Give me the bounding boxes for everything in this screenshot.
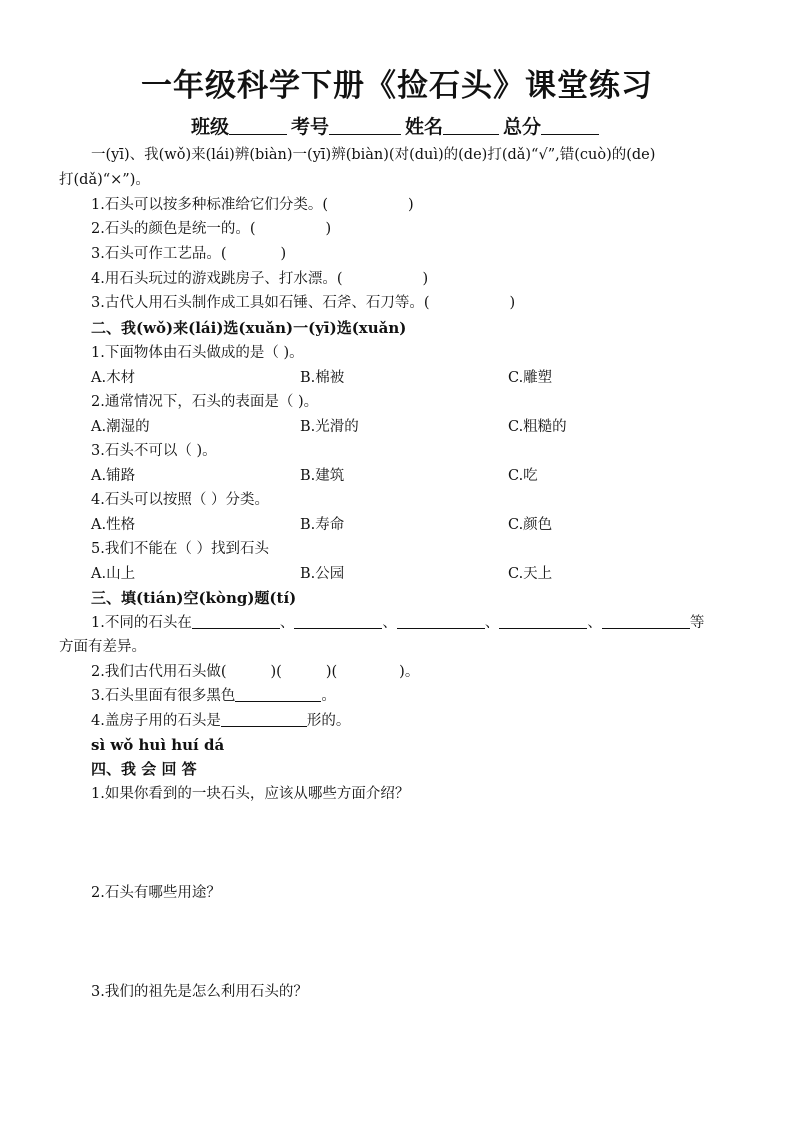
fill-blank-question-1-line2: 方面有差异。 — [59, 639, 146, 655]
section4-heading: 四、我 会 回 答 — [91, 760, 197, 778]
choice-question: 4.石头可以按照（ ）分类。 — [91, 492, 269, 508]
fill-blank-question-1: 1.不同的石头在 、 、 、 、 等 — [91, 615, 705, 631]
section3-heading: 三、填(tián)空(kòng)题(tí) — [91, 589, 297, 607]
true-false-item: 4.用石头玩过的游戏跳房子、打水漂。( ) — [91, 271, 429, 287]
score-field[interactable] — [541, 116, 599, 135]
option-a[interactable]: A.木材 — [91, 370, 136, 386]
section2-heading: 二、我(wǒ)来(lái)选(xuǎn)一(yī)选(xuǎn) — [91, 319, 407, 337]
blank-line[interactable] — [499, 614, 587, 629]
option-b[interactable]: B.光滑的 — [300, 419, 359, 435]
option-a[interactable]: A.铺路 — [91, 468, 136, 484]
choice-question: 3.石头不可以（ )。 — [91, 443, 217, 459]
blank-line[interactable] — [221, 712, 307, 727]
exam-no-label: 考号 — [290, 116, 329, 138]
option-a[interactable]: A.潮湿的 — [91, 419, 150, 435]
option-b[interactable]: B.建筑 — [300, 468, 345, 484]
choice-question: 2.通常情况下，石头的表面是（ )。 — [91, 394, 319, 410]
option-c[interactable]: C.雕塑 — [508, 370, 553, 386]
true-false-item: 2.石头的颜色是统一的。( ) — [91, 221, 332, 237]
blank-line[interactable] — [602, 614, 690, 629]
fill-blank-question-2: 2.我们古代用石头做( )( )( )。 — [91, 664, 420, 680]
option-b[interactable]: B.寿命 — [300, 517, 345, 533]
fill-blank-question-4: 4.盖房子用的石头是 形的。 — [91, 713, 351, 729]
true-false-item: 1.石头可以按多种标准给它们分类。( ) — [91, 197, 414, 213]
option-c[interactable]: C.粗糙的 — [508, 419, 567, 435]
section1-heading-line2: 打(dǎ)“×”)。 — [59, 172, 150, 188]
student-info-row — [0, 112, 794, 139]
option-b[interactable]: B.公园 — [300, 566, 345, 582]
class-field[interactable] — [229, 116, 287, 135]
true-false-item: 3.石头可作工艺品。( ) — [91, 246, 287, 262]
fill-blank-question-3: 3.石头里面有很多黑色 。 — [91, 688, 336, 704]
option-c[interactable]: C.吃 — [508, 468, 538, 484]
option-b[interactable]: B.棉被 — [300, 370, 345, 386]
name-label: 姓名 — [405, 116, 444, 138]
option-a[interactable]: A.山上 — [91, 566, 136, 582]
option-c[interactable]: C.颜色 — [508, 517, 553, 533]
section1-heading-line1: 一(yī)、我(wǒ)来(lái)辨(biàn)一(yī)辨(biàn)(对(duì)的(de)打(dǎ)“√”,错(cuò)的(de) — [91, 147, 656, 163]
section4-pinyin: sì wǒ huì huí dá — [91, 736, 225, 754]
exam-no-field[interactable] — [329, 116, 401, 135]
short-answer-question-2: 2.石头有哪些用途？ — [91, 885, 221, 901]
blank-line[interactable] — [294, 614, 382, 629]
blank-line[interactable] — [397, 614, 485, 629]
short-answer-question-3: 3.我们的祖先是怎么利用石头的？ — [91, 984, 308, 1000]
choice-question: 1.下面物体由石头做成的是（ )。 — [91, 345, 304, 361]
choice-question: 5.我们不能在（ ）找到石头 — [91, 541, 269, 557]
score-label: 总分 — [503, 116, 542, 138]
option-c[interactable]: C.天上 — [508, 566, 553, 582]
blank-line[interactable] — [192, 614, 280, 629]
short-answer-question-1: 1.如果你看到的一块石头，应该从哪些方面介绍？ — [91, 786, 410, 802]
true-false-item: 3.古代人用石头制作成工具如石锤、石斧、石刀等。( ) — [91, 295, 516, 311]
name-field[interactable] — [443, 116, 499, 135]
page-title: 一年级科学下册《捡石头》课堂练习 — [141, 68, 653, 104]
class-label: 班级 — [190, 116, 229, 138]
blank-line[interactable] — [235, 687, 321, 702]
option-a[interactable]: A.性格 — [91, 517, 136, 533]
